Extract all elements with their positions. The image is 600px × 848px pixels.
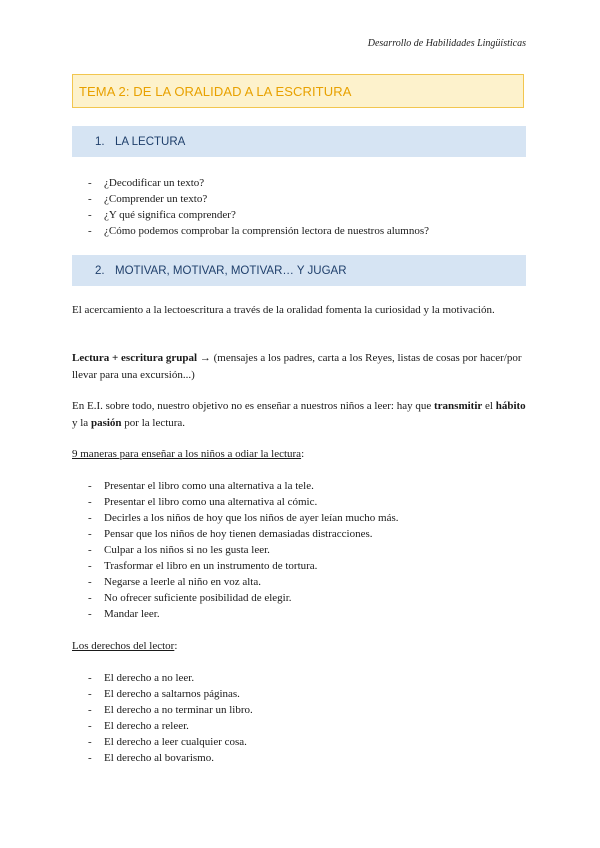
section-heading-2: [72, 255, 526, 286]
underlined-heading: 9 maneras para enseñar a los niños a odiar la lectura: [72, 448, 302, 460]
chapter-title: TEMA 2: DE LA ORALIDAD A LA ESCRITURA: [72, 74, 524, 108]
list1-heading: 9 maneras para enseñar a los niños a odiar la lectura:: [72, 448, 305, 460]
text: En E.I. sobre todo, nuestro objetivo no es enseñar a nuestros niños a leer: hay que: [72, 400, 434, 412]
list-item: - El derecho a leer cualquier cosa.: [88, 734, 253, 750]
list2-heading: Los derechos del lector:: [72, 640, 178, 652]
text: (mensajes a los padres, carta a los Reyes, listas de cosas por hacer/por llevar para una excursión...): [72, 352, 522, 381]
list-item: - El derecho a no terminar un libro.: [88, 702, 253, 718]
list-item: - Trasformar el libro en un instrumento de tortura.: [88, 558, 399, 574]
list-item: - El derecho a saltarnos páginas.: [88, 686, 253, 702]
paragraph-group-writing: [72, 350, 528, 384]
bold-text: pasión: [90, 417, 122, 429]
list-item: - Presentar el libro como una alternativa al cómic.: [88, 494, 399, 510]
underlined-heading: Los derechos del lector: [72, 640, 175, 652]
list-item: - ¿Decodificar un texto?: [88, 175, 429, 191]
text: y la: [72, 417, 91, 429]
section-label: MOTIVAR, MOTIVAR, MOTIVAR… Y JUGAR: [115, 264, 347, 277]
section-label: LA LECTURA: [115, 135, 186, 148]
list-item: - Presentar el libro como una alternativa a la tele.: [88, 478, 399, 494]
bold-text: Lectura + escritura grupal: [72, 352, 198, 364]
list-item: - No ofrecer suficiente posibilidad de elegir.: [88, 590, 399, 606]
list-item: - ¿Y qué significa comprender?: [88, 207, 429, 223]
text: el: [482, 400, 496, 412]
list-item: - ¿Cómo podemos comprobar la comprensión lectora de nuestros alumnos?: [88, 223, 429, 239]
arrow-icon: →: [197, 352, 214, 364]
bold-text: transmitir: [434, 400, 483, 412]
questions-list: [88, 175, 429, 239]
hate-reading-list: [88, 478, 399, 622]
bold-text: hábito: [495, 400, 526, 412]
section-number: 1.: [95, 135, 105, 148]
list-item: - El derecho a no leer.: [88, 670, 253, 686]
list-item: - Pensar que los niños de hoy tienen demasiadas distracciones.: [88, 526, 399, 542]
paragraph-objective: [72, 398, 528, 432]
section-heading-1: [72, 126, 526, 157]
list-item: - ¿Comprender un texto?: [88, 191, 429, 207]
list-item: - Negarse a leerle al niño en voz alta.: [88, 574, 399, 590]
list-item: - El derecho a releer.: [88, 718, 253, 734]
list-item: - Culpar a los niños si no les gusta leer.: [88, 542, 399, 558]
list-item: - Mandar leer.: [88, 606, 399, 622]
reader-rights-list: [88, 670, 253, 766]
text: por la lectura.: [121, 417, 186, 429]
paragraph-intro: El acercamiento a la lectoescritura a través de la oralidad fomenta la curiosidad y la motivación.: [72, 304, 495, 316]
list-item: - Decirles a los niños de hoy que los niños de ayer leían mucho más.: [88, 510, 399, 526]
list-item: - El derecho al bovarismo.: [88, 750, 253, 766]
section-number: 2.: [95, 264, 105, 277]
page-header: Desarrollo de Habilidades Lingüísticas: [367, 38, 526, 49]
